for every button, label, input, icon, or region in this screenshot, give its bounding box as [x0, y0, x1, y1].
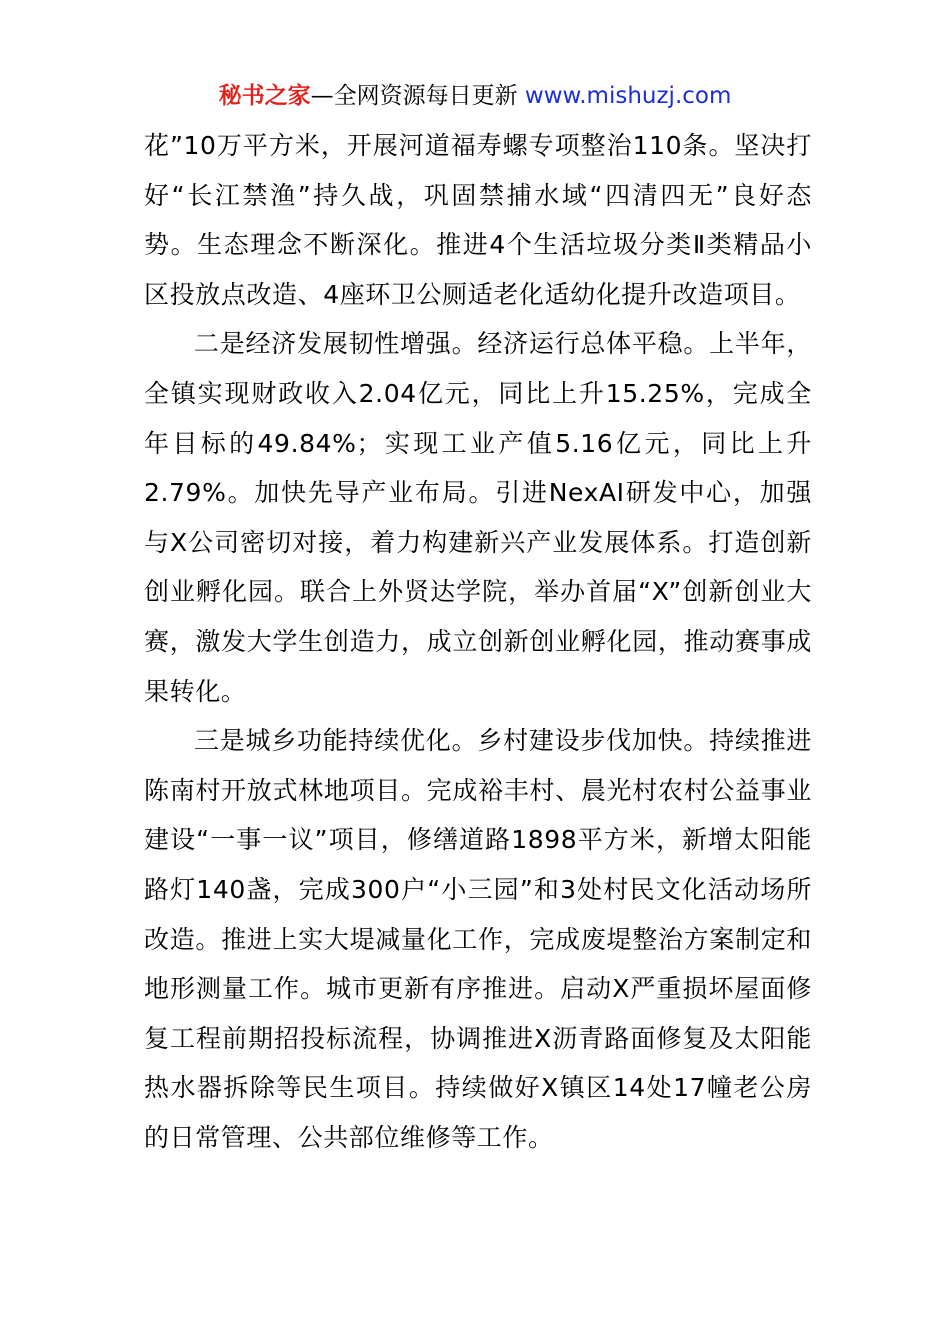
paragraph-continuation: 花”10万平方米，开展河道福寿螺专项整治110条。坚决打好“长江禁渔”持久战，巩固禁捕水域“四清四无”良好态势。生态理念不断深化。推进4个生活垃圾分类Ⅱ类精品小区投放点改造、4座环卫公厕适老化适幼化提升改造项目。: [144, 131, 812, 309]
site-url[interactable]: www.mishuzj.com: [524, 83, 732, 109]
paragraph-economy: 二是经济发展韧性增强。经济运行总体平稳。上半年，全镇实现财政收入2.04亿元，同比上升15.25%，完成全年目标的49.84%；实现工业产值5.16亿元，同比上升2.79%。加快先导产业布局。引进NexAI研发中心，加强与X公司密切对接，着力构建新兴产业发展体系。打造创新创业孵化园。联合上外贤达学院，举办首届“X”创新创业大赛，激发大学生创造力，成立创新创业孵化园，推动赛事成果转化。: [144, 329, 812, 706]
page-header: [0, 80, 950, 112]
header-tagline: —全网资源每日更新: [310, 83, 525, 109]
paragraph-urban-rural: 三是城乡功能持续优化。乡村建设步伐加快。持续推进陈南村开放式林地项目。完成裕丰村、晨光村农村公益事业建设“一事一议”项目，修缮道路1898平方米，新增太阳能路灯140盏，完成300户“小三园”和3处村民文化活动场所改造。推进上实大堤减量化工作，完成废堤整治方案制定和地形测量工作。城市更新有序推进。启动X严重损坏屋面修复工程前期招投标流程，协调推进X沥青路面修复及太阳能热水器拆除等民生项目。持续做好X镇区14处17幢老公房的日常管理、公共部位维修等工作。: [144, 726, 812, 1152]
document-body: [144, 121, 812, 1162]
brand-name: 秘书之家: [218, 83, 311, 109]
